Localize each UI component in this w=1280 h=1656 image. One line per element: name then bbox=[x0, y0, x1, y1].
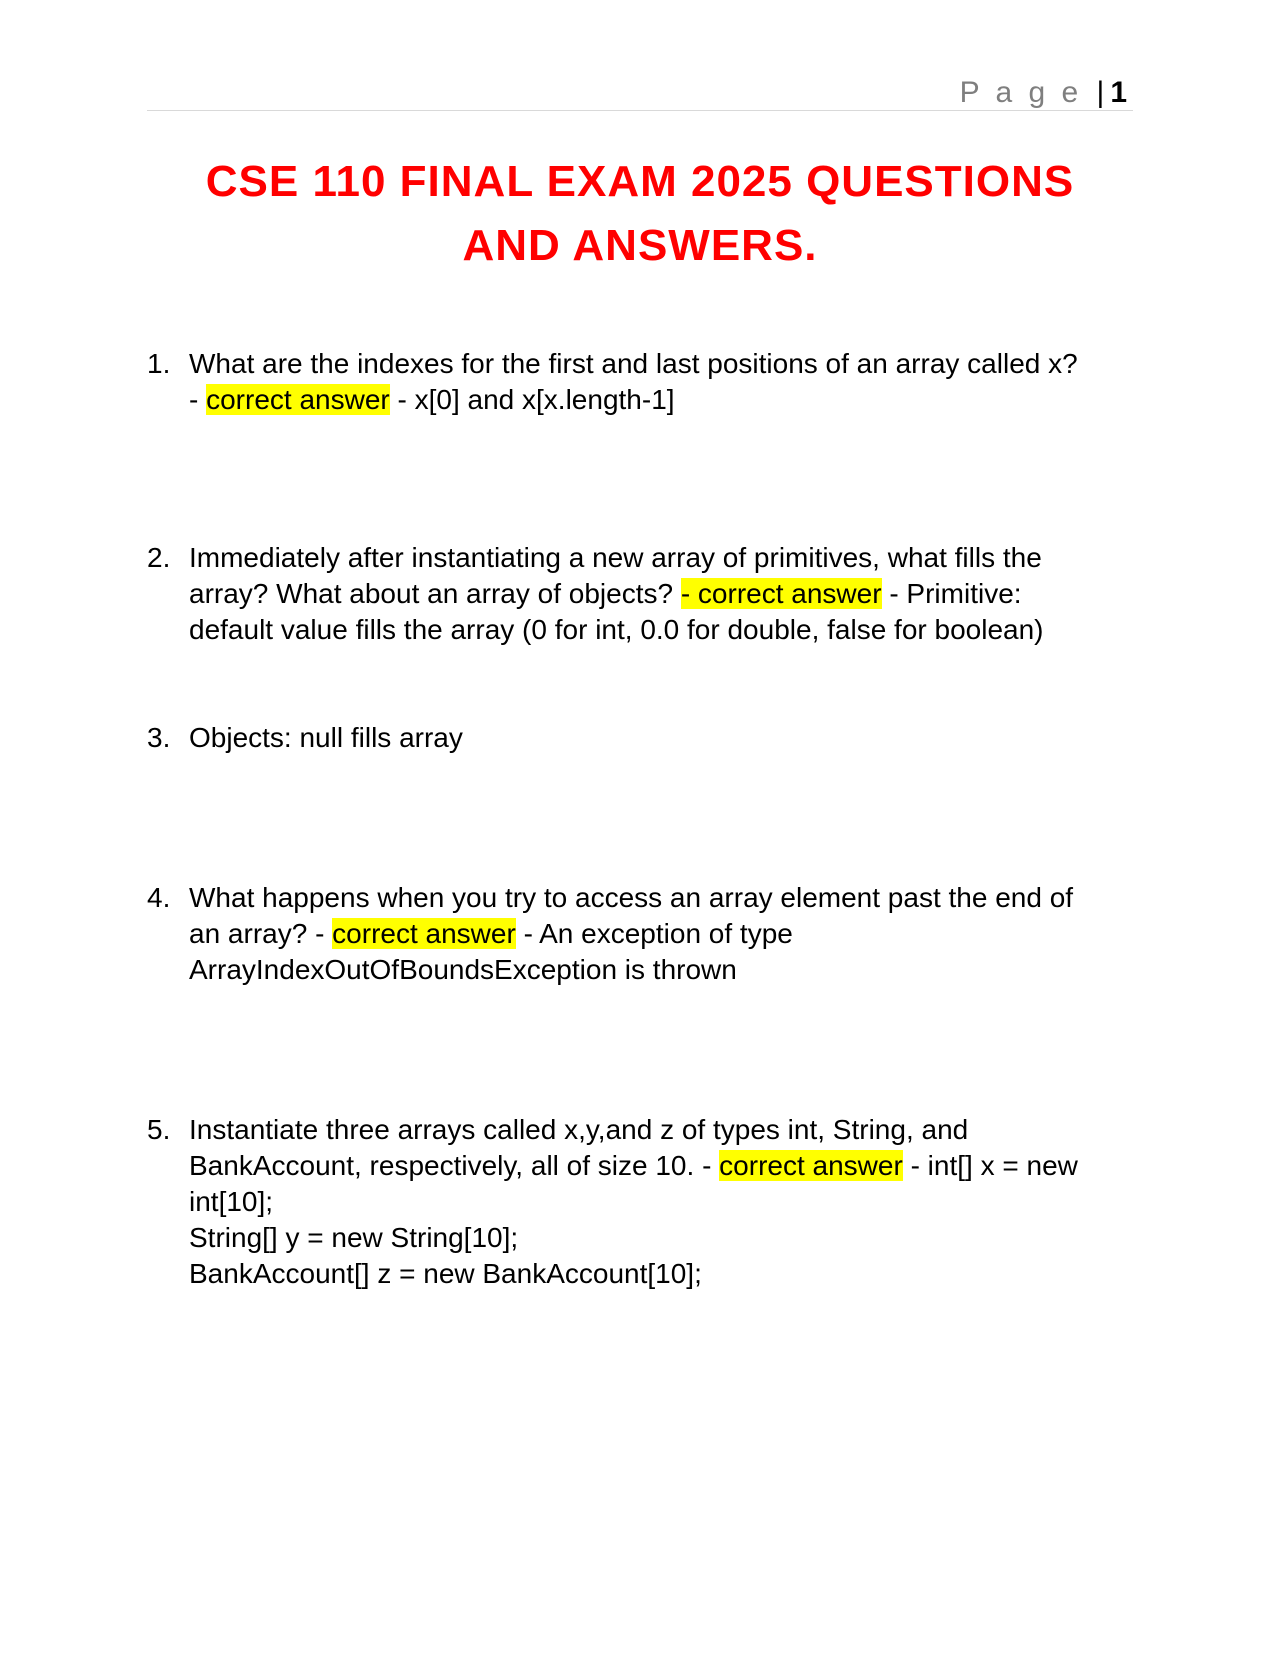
question-text-line: Immediately after instantiating a new array of primitives, what fills the bbox=[189, 542, 1042, 573]
question-body bbox=[189, 720, 1137, 756]
title-line-1: CSE 110 FINAL EXAM 2025 QUESTIONS bbox=[205, 157, 1075, 206]
question-body bbox=[189, 1112, 1137, 1292]
answer-text: - x[0] and x[x.length-1] bbox=[389, 384, 675, 415]
question-5 bbox=[147, 1112, 1137, 1292]
question-body bbox=[189, 880, 1137, 988]
question-body bbox=[189, 540, 1137, 648]
answer-prefix: array? What about an array of objects? bbox=[189, 578, 681, 609]
title-line-2: AND ANSWERS. bbox=[462, 221, 818, 270]
question-body bbox=[189, 346, 1137, 418]
correct-answer-highlight: - correct answer bbox=[680, 578, 882, 609]
question-number: 1. bbox=[147, 348, 171, 379]
question-1 bbox=[147, 346, 1137, 418]
question-2 bbox=[147, 540, 1137, 648]
correct-answer-highlight: correct answer bbox=[719, 1150, 903, 1181]
answer-text-line: default value fills the array (0 for int, 0.0 for double, false for boolean) bbox=[189, 614, 1044, 645]
page-separator: | bbox=[1096, 76, 1105, 109]
answer-text: - An exception of type bbox=[515, 918, 793, 949]
question-number: 4. bbox=[147, 882, 171, 913]
answer-line bbox=[189, 576, 1137, 612]
answer-prefix: an array? - bbox=[189, 918, 333, 949]
question-number: 5. bbox=[147, 1114, 171, 1145]
question-text-line: What are the indexes for the first and last positions of an array called x? bbox=[189, 348, 1078, 379]
question-number: 2. bbox=[147, 542, 171, 573]
answer-code-line: int[10]; bbox=[189, 1186, 274, 1217]
answer-text: - int[] x = new bbox=[902, 1150, 1078, 1181]
document-title bbox=[147, 150, 1133, 278]
page-header bbox=[147, 72, 1133, 111]
answer-text-line: ArrayIndexOutOfBoundsException is thrown bbox=[189, 954, 737, 985]
answer-line bbox=[189, 1148, 1137, 1184]
answer-prefix: - bbox=[189, 384, 207, 415]
correct-answer-highlight: correct answer bbox=[332, 918, 516, 949]
page-number: 1 bbox=[1110, 76, 1127, 109]
question-text-line: Instantiate three arrays called x,y,and z of types int, String, and bbox=[189, 1114, 969, 1145]
answer-prefix: BankAccount, respectively, all of size 10. - bbox=[189, 1150, 720, 1181]
answer-code-line: BankAccount[] z = new BankAccount[10]; bbox=[189, 1258, 702, 1289]
answer-line bbox=[189, 382, 1137, 418]
question-number: 3. bbox=[147, 722, 171, 753]
question-text-line: What happens when you try to access an array element past the end of bbox=[189, 882, 1074, 913]
answer-code-line: String[] y = new String[10]; bbox=[189, 1222, 519, 1253]
question-4 bbox=[147, 880, 1137, 988]
correct-answer-highlight: correct answer bbox=[206, 384, 390, 415]
page-number-label bbox=[960, 76, 1127, 110]
answer-text: - Primitive: bbox=[881, 578, 1022, 609]
page-word: P a g e bbox=[959, 76, 1083, 109]
question-3 bbox=[147, 720, 1137, 756]
answer-line bbox=[189, 916, 1137, 952]
question-text-line: Objects: null fills array bbox=[189, 722, 463, 753]
